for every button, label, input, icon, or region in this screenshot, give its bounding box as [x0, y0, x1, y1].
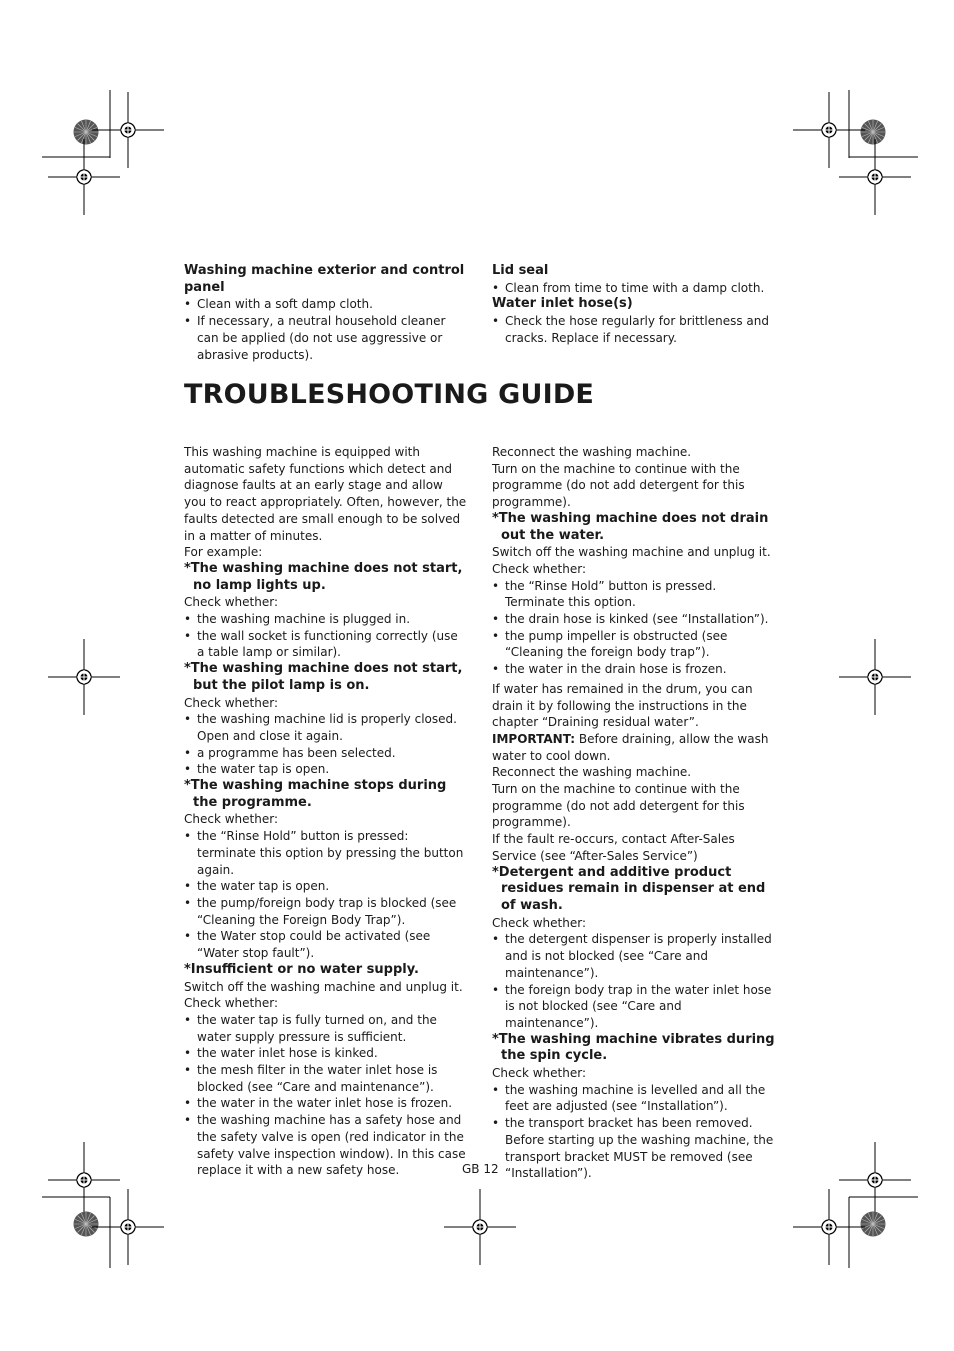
check-label: Check whether: — [184, 812, 278, 827]
list-item: • Clean with a soft damp cloth. — [184, 296, 469, 313]
turn-on-text: Turn on the machine to continue with the programme (do not add detergent for this programme). — [492, 782, 745, 830]
list-item: • the water inlet hose is kinked. — [184, 1045, 468, 1062]
lid-heading: Lid seal — [492, 263, 549, 278]
list-item: • the mesh filter in the water inlet hose is blocked (see “Care and maintenance”). — [184, 1062, 468, 1095]
hose-list — [492, 313, 772, 346]
list-item: • the water in the water inlet hose is frozen. — [184, 1095, 468, 1112]
check-label: Check whether: — [184, 595, 278, 610]
fault-recurs-text: If the fault re-occurs, contact After-Sales Service (see “After-Sales Service”) — [492, 832, 735, 863]
lid-hose-section — [492, 263, 772, 347]
fault-heading-pilot-lamp: *The washing machine does not start, but the pilot lamp is on. — [184, 661, 463, 693]
list-item: • Check the hose regularly for brittleness and cracks. Replace if necessary. — [492, 313, 772, 346]
check-list — [492, 578, 776, 678]
lid-list — [492, 280, 772, 297]
list-item: • the water tap is open. — [184, 761, 468, 778]
important-label: IMPORTANT: — [492, 731, 576, 746]
hose-heading: Water inlet hose(s) — [492, 296, 633, 312]
exterior-list — [184, 296, 469, 363]
page-number: GB 12 — [462, 1162, 499, 1176]
list-item: • the transport bracket has been removed. Before starting up the washing machine, the transport bracket MUST be removed (see “Installation”). — [492, 1115, 776, 1182]
check-label: Check whether: — [184, 996, 278, 1011]
list-item: • the detergent dispenser is properly installed and is not blocked (see “Care and maintenance”). — [492, 931, 776, 981]
check-list — [492, 1082, 776, 1182]
drain-text: If water has remained in the drum, you can drain it by following the instructions in the chapter “Draining residual water”. — [492, 681, 753, 730]
check-label: Check whether: — [184, 695, 278, 710]
fault-heading-no-drain: *The washing machine does not drain out the water. — [492, 510, 769, 543]
check-list — [492, 931, 776, 1031]
important-text: Before draining, allow the wash water to cool down. — [492, 731, 769, 763]
list-item: • the water tap is open. — [184, 878, 468, 895]
list-item: • the “Rinse Hold” button is pressed: terminate this option by pressing the button again. — [184, 828, 468, 878]
list-item: • the washing machine is levelled and all the feet are adjusted (see “Installation”). — [492, 1082, 776, 1115]
list-item: • the pump/foreign body trap is blocked (see “Cleaning the Foreign Body Trap”). — [184, 895, 468, 928]
check-list — [184, 611, 468, 661]
important-note — [492, 731, 776, 764]
turn-on-text: Turn on the machine to continue with the programme (do not add detergent for this programme). — [492, 461, 745, 510]
list-item: • If necessary, a neutral household cleaner can be applied (do not use aggressive or abrasive products). — [184, 313, 469, 363]
page-title: TROUBLESHOOTING GUIDE — [184, 379, 595, 410]
reconnect-text: Reconnect the washing machine. — [492, 445, 692, 459]
switch-off-text: Switch off the washing machine and unplug it. — [492, 545, 771, 560]
list-item: • the foreign body trap in the water inlet hose is not blocked (see “Care and maintenance”). — [492, 982, 776, 1032]
exterior-section — [184, 263, 469, 363]
list-item: • the wall socket is functioning correctly (use a table lamp or similar). — [184, 628, 468, 661]
switch-off-text: Switch off the washing machine and unplug it. — [184, 979, 463, 994]
list-item: • the washing machine has a safety hose and the safety valve is open (red indicator in the safety valve inspection window). In this case replace it with a new safety hose. — [184, 1112, 468, 1179]
reconnect-text: Reconnect the washing machine. — [492, 765, 692, 780]
list-item: • the washing machine lid is properly closed. Open and close it again. — [184, 711, 468, 744]
fault-heading-stops: *The washing machine stops during the programme. — [184, 778, 447, 810]
list-item: • the Water stop could be activated (see “Water stop fault”). — [184, 928, 468, 961]
list-item: • the “Rinse Hold” button is pressed. Terminate this option. — [492, 578, 776, 611]
list-item: • Clean from time to time with a damp cloth. — [492, 280, 772, 297]
intro-text: This washing machine is equipped with automatic safety functions which detect and diagnose faults at an early stage and allow you to react appropriately. Often, however, the faults detected are small enough to be solved in a matter of minutes. — [184, 445, 467, 543]
right-column — [492, 444, 776, 1182]
check-label: Check whether: — [492, 1066, 586, 1081]
intro-example: For example: — [184, 545, 263, 560]
check-list — [184, 711, 468, 778]
check-label: Check whether: — [492, 915, 586, 930]
list-item: • a programme has been selected. — [184, 745, 468, 762]
fault-heading-water-supply: *Insufficient or no water supply. — [184, 961, 419, 977]
check-list — [184, 1012, 468, 1179]
list-item: • the washing machine is plugged in. — [184, 611, 468, 628]
fault-heading-residues: *Detergent and additive product residues remain in dispenser at end of wash. — [492, 864, 766, 913]
list-item: • the water tap is fully turned on, and the water supply pressure is sufficient. — [184, 1012, 468, 1045]
list-item: • the drain hose is kinked (see “Installation”). — [492, 611, 776, 628]
exterior-heading: Washing machine exterior and control panel — [184, 263, 465, 295]
fault-heading-no-start: *The washing machine does not start, no lamp lights up. — [184, 560, 463, 593]
left-column — [184, 444, 468, 1179]
check-label: Check whether: — [492, 561, 586, 576]
check-list — [184, 828, 468, 962]
list-item: • the pump impeller is obstructed (see “Cleaning the foreign body trap”). — [492, 628, 776, 661]
fault-heading-vibrates: *The washing machine vibrates during the spin cycle. — [492, 1031, 775, 1064]
list-item: • the water in the drain hose is frozen. — [492, 661, 776, 678]
